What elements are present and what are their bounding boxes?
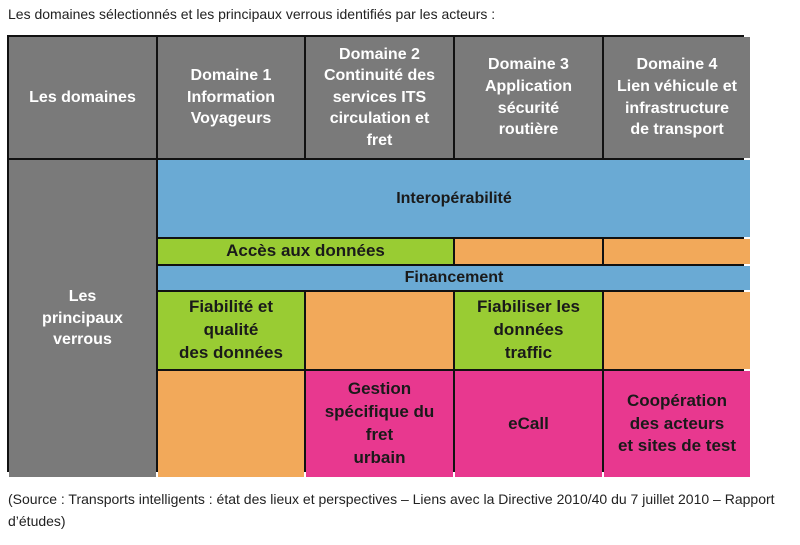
domains-locks-table (7, 35, 744, 472)
empty-cell-r5-d2 (306, 292, 453, 369)
header-domain-3: Domaine 3 Application sécurité routière (455, 37, 602, 158)
source-citation: (Source : Transports intelligents : état des lieux et perspectives – Liens avec la Directive 2010/40 du 7 juillet 2010 – Rapport d’études) (8, 491, 775, 529)
lock-gestion-fret: Gestion spécifique du fret urbain (306, 371, 453, 477)
lock-interoperabilite: Interopérabilité (158, 160, 750, 237)
lock-acces-donnees: Accès aux données (158, 239, 453, 264)
lock-financement: Financement (158, 266, 750, 290)
intro-text: Les domaines sélectionnés et les principaux verrous identifiés par les acteurs : (8, 6, 496, 22)
lock-fiabiliser-donnees: Fiabiliser les données traffic (455, 292, 602, 369)
empty-cell-r3-d4 (604, 239, 750, 264)
header-domain-1: Domaine 1 Information Voyageurs (158, 37, 304, 158)
lock-ecall: eCall (455, 371, 602, 477)
header-domain-2: Domaine 2 Continuité des services ITS circulation et fret (306, 37, 453, 158)
header-corner: Les domaines (9, 37, 156, 158)
header-domain-4: Domaine 4 Lien véhicule et infrastructure de transport (604, 37, 750, 158)
verrous-label: Les principaux verrous (9, 160, 156, 477)
empty-cell-r6-d1 (158, 371, 304, 477)
lock-cooperation: Coopération des acteurs et sites de test (604, 371, 750, 477)
empty-cell-r3-d3 (455, 239, 602, 264)
empty-cell-r5-d4 (604, 292, 750, 369)
lock-fiabilite-qualite: Fiabilité et qualité des données (158, 292, 304, 369)
